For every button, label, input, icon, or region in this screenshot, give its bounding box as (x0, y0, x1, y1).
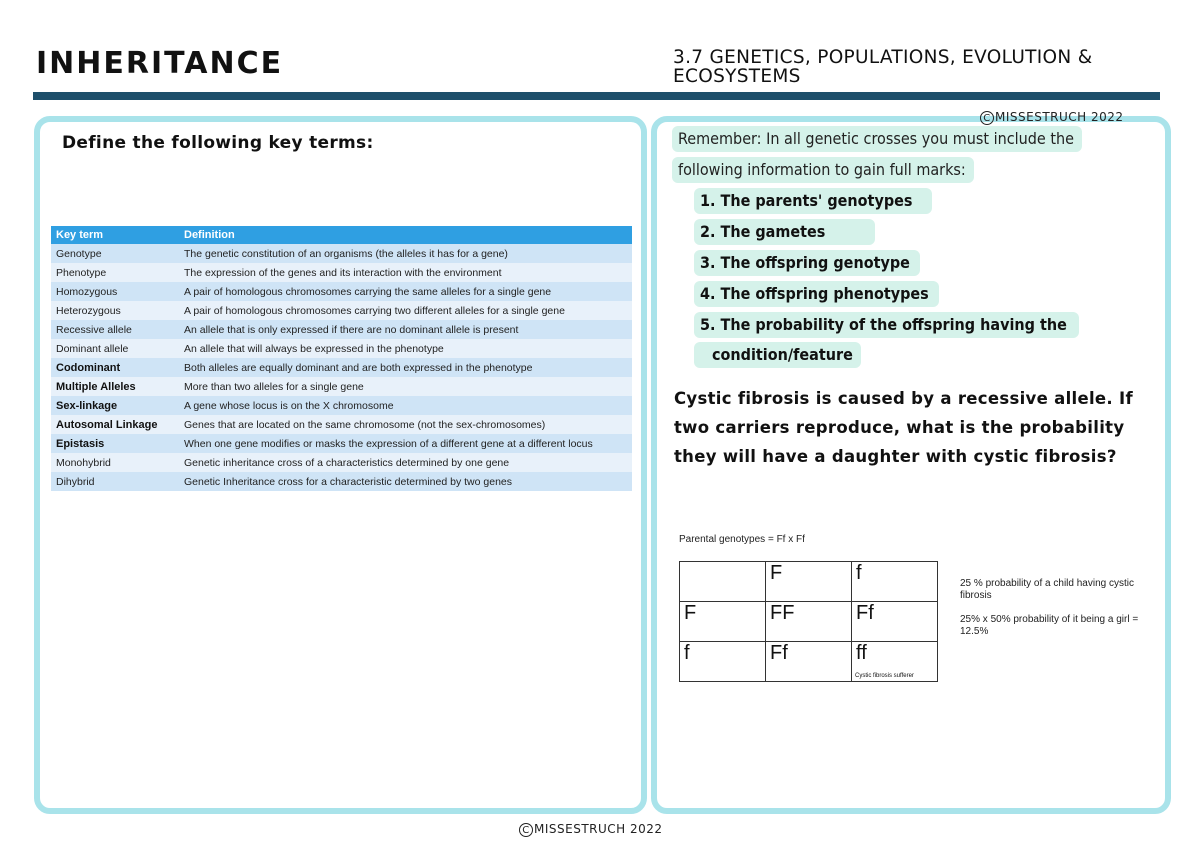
key-term-cell: Sex-linkage (51, 396, 179, 415)
key-term-cell: Autosomal Linkage (51, 415, 179, 434)
key-term-cell: Homozygous (51, 282, 179, 301)
table-row (51, 244, 632, 263)
table-header-row (51, 226, 632, 244)
probability-note: 25 % probability of a child having cystic fibrosis (960, 578, 1134, 601)
key-term-cell: Dihybrid (51, 472, 179, 491)
key-term-cell: Monohybrid (51, 453, 179, 472)
punnett-square (679, 561, 938, 682)
probability-notes (960, 578, 1160, 650)
key-terms-table (51, 226, 632, 491)
requirement-text: The parents' genotypes (720, 191, 913, 210)
punnett-row (680, 642, 938, 682)
header-divider (33, 92, 1160, 100)
remember-line-2: following information to gain full marks: (672, 157, 974, 183)
requirement-number: 3. (700, 253, 716, 272)
punnett-cell: Ff (852, 602, 938, 642)
definition-cell: Genes that are located on the same chromosome (not the sex-chromosomes) (179, 415, 632, 434)
punnett-cell-genotype: ff (856, 642, 867, 664)
table-row (51, 453, 632, 472)
definition-cell: A gene whose locus is on the X chromosome (179, 396, 632, 415)
requirement-text: The offspring genotype (720, 253, 910, 272)
definition-cell: A pair of homologous chromosomes carrying two different alleles for a single gene (179, 301, 632, 320)
definition-cell: A pair of homologous chromosomes carrying the same alleles for a single gene (179, 282, 632, 301)
punnett-cell: f (680, 642, 766, 682)
table-row (51, 282, 632, 301)
copyright-bottom-text: MISSESTRUCH 2022 (534, 822, 663, 836)
requirement-text: The gametes (720, 222, 826, 241)
key-term-cell: Recessive allele (51, 320, 179, 339)
copyright-icon: C (980, 111, 994, 125)
definition-cell: An allele that is only expressed if there are no dominant allele is present (179, 320, 632, 339)
key-term-cell: Heterozygous (51, 301, 179, 320)
table-row (51, 339, 632, 358)
key-term-cell: Epistasis (51, 434, 179, 453)
punnett-row (680, 602, 938, 642)
punnett-cell-sufferer (852, 642, 938, 682)
definition-cell: Genetic Inheritance cross for a characteristic determined by two genes (179, 472, 632, 491)
copyright-top (980, 110, 1124, 125)
key-term-cell: Multiple Alleles (51, 377, 179, 396)
table-row (51, 415, 632, 434)
copyright-top-text: MISSESTRUCH 2022 (995, 110, 1124, 124)
definition-cell: The expression of the genes and its interaction with the environment (179, 263, 632, 282)
definition-cell: More than two alleles for a single gene (179, 377, 632, 396)
requirement-item (694, 219, 875, 245)
table-row (51, 358, 632, 377)
requirement-item (694, 188, 932, 214)
definition-cell: The genetic constitution of an organisms (the alleles it has for a gene) (179, 244, 632, 263)
requirement-number: 4. (700, 284, 716, 303)
definition-cell: An allele that will always be expressed in the phenotype (179, 339, 632, 358)
punnett-cell: F (680, 602, 766, 642)
table-row (51, 263, 632, 282)
punnett-cell: F (766, 562, 852, 602)
column-header-key-term: Key term (51, 226, 179, 244)
cystic-fibrosis-question: Cystic fibrosis is caused by a recessive allele. If two carriers reproduce, what is the probability they will have a daughter with cystic fibrosis? (674, 389, 1133, 466)
table-row (51, 434, 632, 453)
copyright-bottom (519, 822, 663, 837)
requirement-number: 1. (700, 191, 716, 210)
requirement-item-continuation: condition/feature (694, 342, 861, 368)
punnett-cell: f (852, 562, 938, 602)
definition-cell: Both alleles are equally dominant and are both expressed in the phenotype (179, 358, 632, 377)
instruction-heading: Define the following key terms: (62, 133, 374, 153)
page-subtitle: 3.7 GENETICS, POPULATIONS, EVOLUTION & ECOSYSTEMS (673, 47, 1093, 87)
punnett-cell: FF (766, 602, 852, 642)
definition-cell: Genetic inheritance cross of a characteristics determined by one gene (179, 453, 632, 472)
punnett-cell: Ff (766, 642, 852, 682)
table-row (51, 472, 632, 491)
punnett-cell (680, 562, 766, 602)
table-row (51, 301, 632, 320)
key-term-cell: Dominant allele (51, 339, 179, 358)
key-term-cell: Genotype (51, 244, 179, 263)
column-header-definition: Definition (179, 226, 632, 244)
requirement-item (694, 281, 939, 307)
remember-line-1: Remember: In all genetic crosses you must include the (672, 126, 1082, 152)
page-title: INHERITANCE (36, 46, 284, 81)
requirement-number: 2. (700, 222, 716, 241)
key-term-cell: Codominant (51, 358, 179, 377)
requirement-item (694, 250, 920, 276)
table-row (51, 320, 632, 339)
sufferer-label: Cystic fibrosis sufferer (855, 673, 914, 679)
punnett-row (680, 562, 938, 602)
key-term-cell: Phenotype (51, 263, 179, 282)
requirement-text: The offspring phenotypes (720, 284, 929, 303)
requirement-number: 5. (700, 315, 716, 334)
table-row (51, 396, 632, 415)
copyright-icon: C (519, 823, 533, 837)
requirement-item (694, 312, 1079, 338)
table-row (51, 377, 632, 396)
requirement-text: The probability of the offspring having the (720, 315, 1067, 334)
definition-cell: When one gene modifies or masks the expression of a different gene at a different locus (179, 434, 632, 453)
probability-note: 25% x 50% probability of it being a girl = 12.5% (960, 614, 1139, 637)
parental-genotypes: Parental genotypes = Ff x Ff (679, 534, 805, 545)
